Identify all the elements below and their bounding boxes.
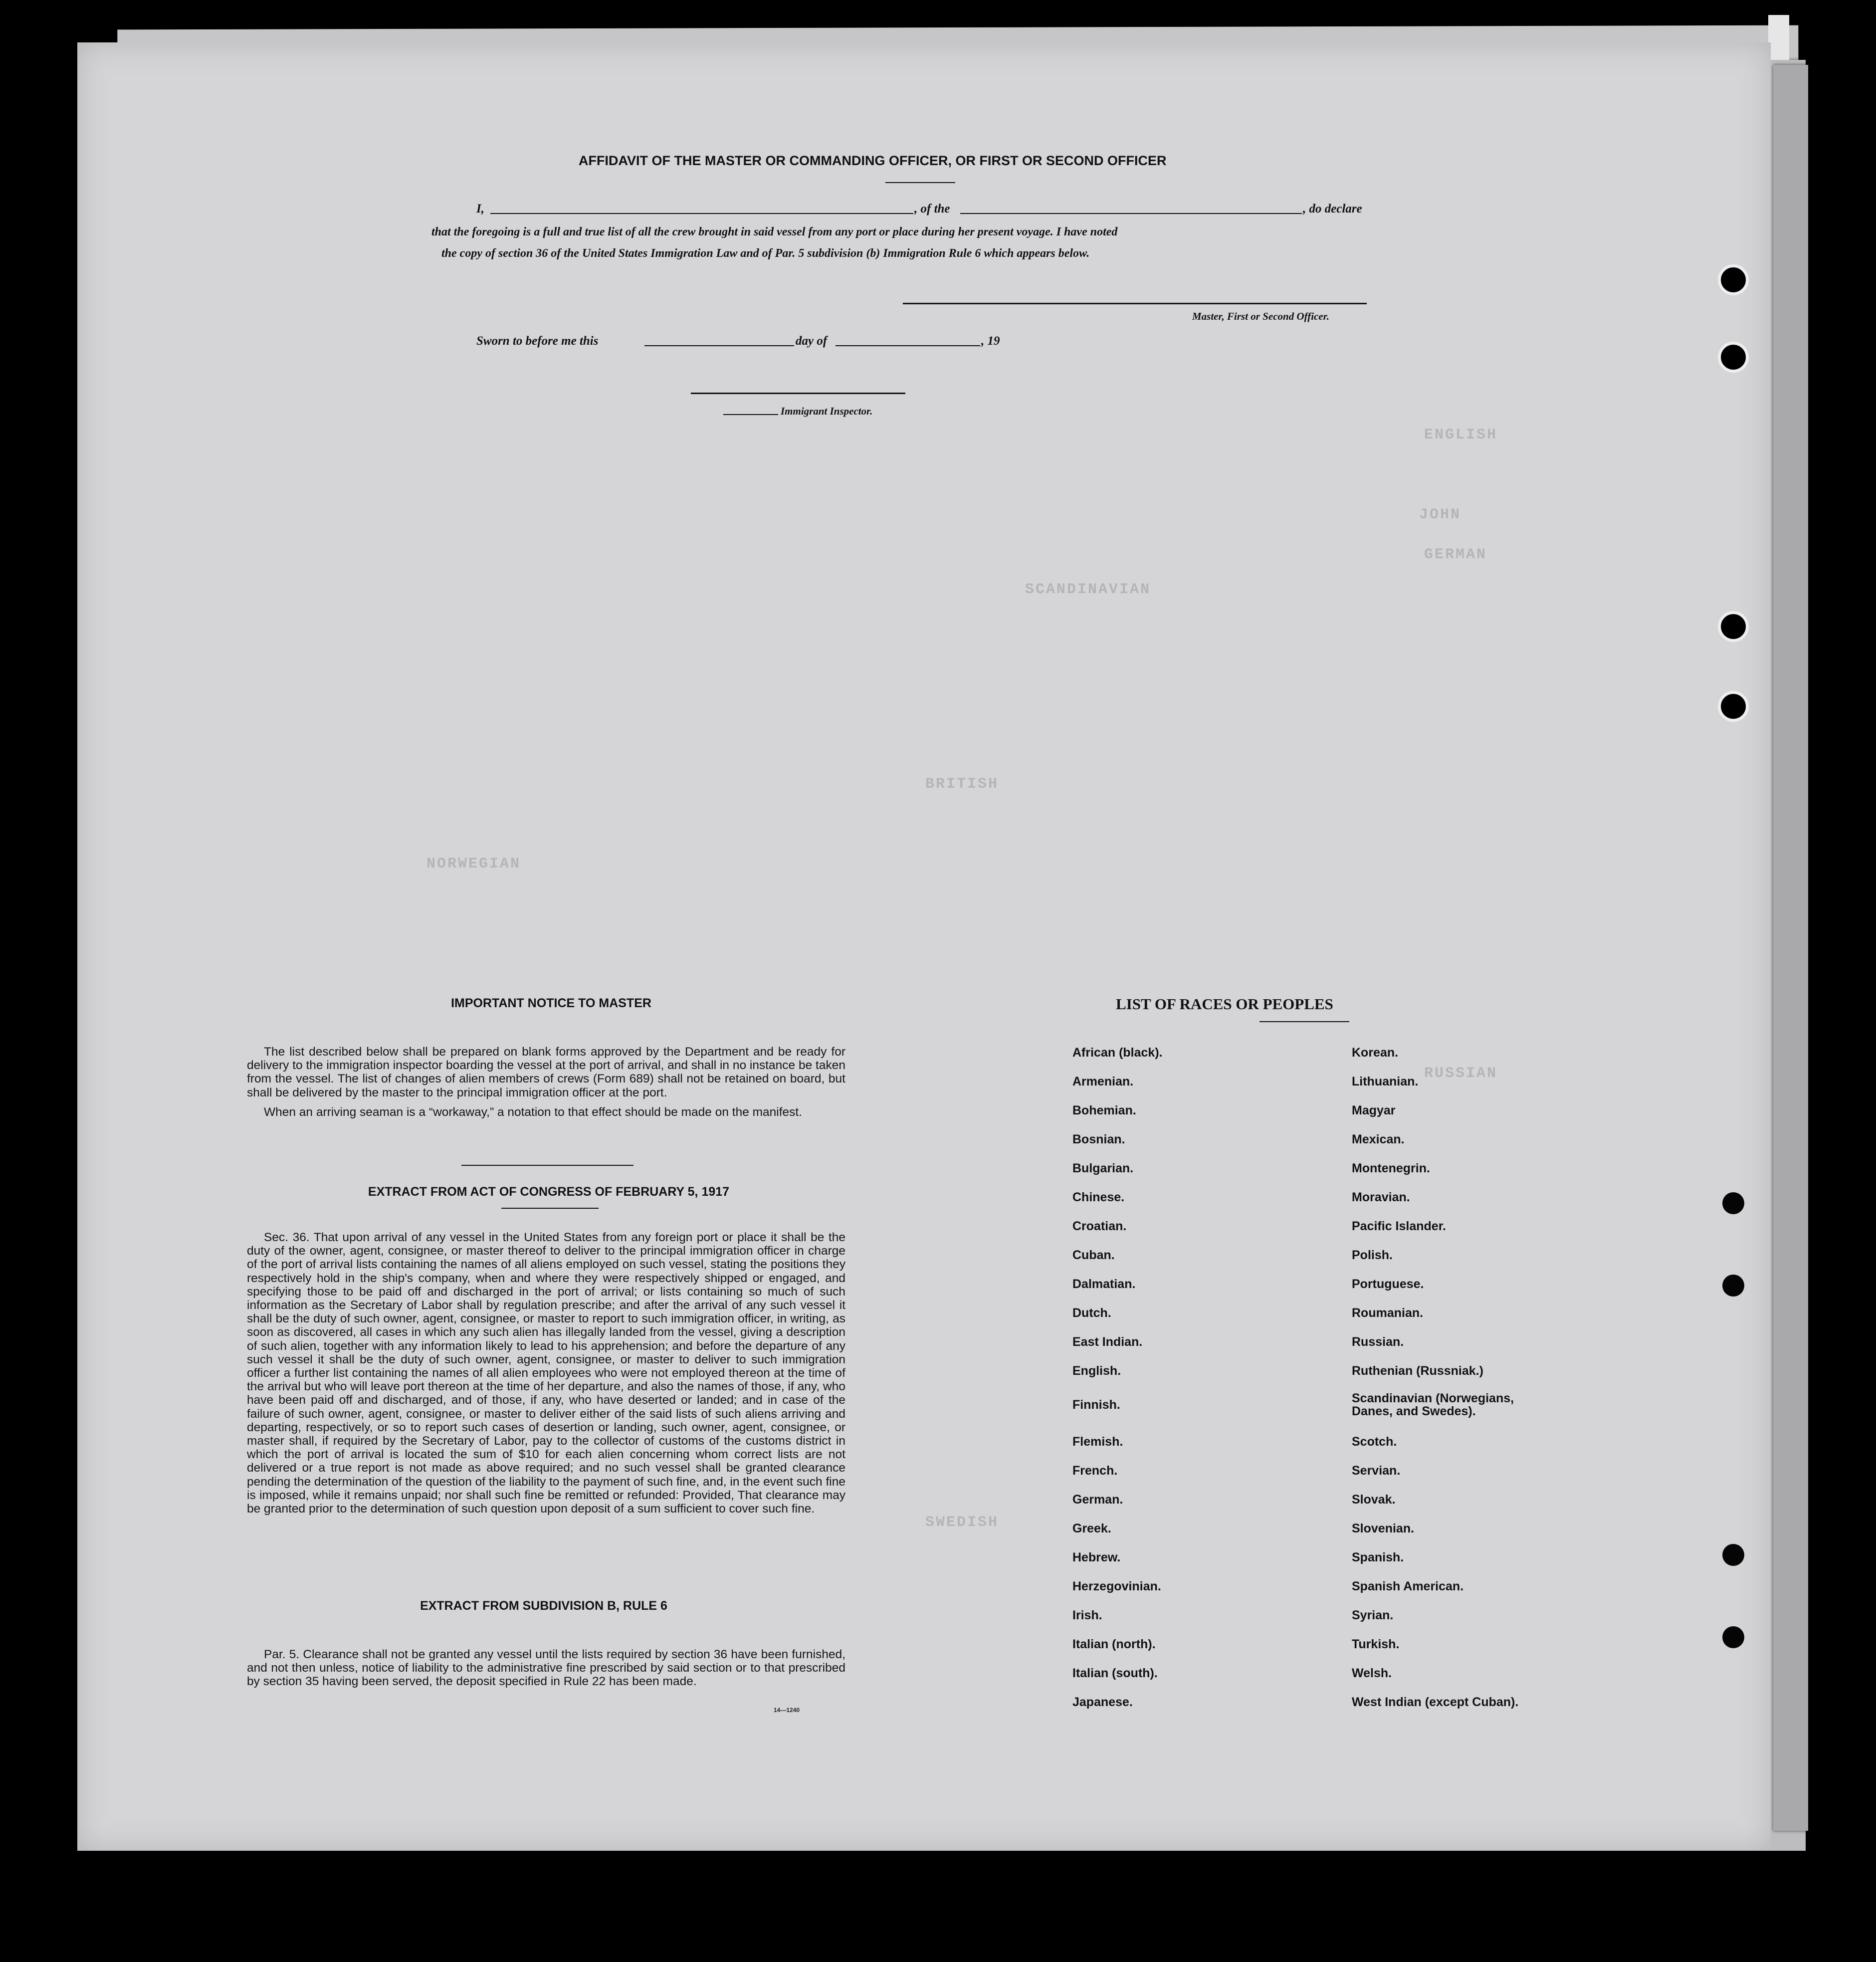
race-item: Pacific Islander. [1352, 1219, 1446, 1233]
race-item: East Indian. [1072, 1335, 1143, 1349]
divider [885, 182, 955, 183]
divider [723, 414, 778, 415]
race-item: Portuguese. [1352, 1277, 1424, 1291]
race-item: Russian. [1352, 1335, 1404, 1349]
race-item: Herzegovinian. [1072, 1579, 1161, 1593]
race-item: Roumanian. [1352, 1306, 1424, 1320]
punch-hole [1718, 691, 1749, 722]
race-item: Ruthenian (Russniak.) [1352, 1364, 1483, 1378]
notice-title: IMPORTANT NOTICE TO MASTER [451, 996, 651, 1010]
race-item: Hebrew. [1072, 1550, 1121, 1564]
race-item: English. [1072, 1364, 1121, 1378]
name-blank[interactable] [490, 213, 913, 214]
show-through-text: BRITISH [925, 776, 999, 793]
race-item: Slovak. [1352, 1493, 1396, 1507]
show-through-text: RUSSIAN [1424, 1065, 1498, 1082]
race-item: Bosnian. [1072, 1132, 1125, 1146]
show-through-text: NORWEGIAN [426, 856, 521, 872]
form-number: 14—1240 [774, 1707, 800, 1714]
race-item: Scotch. [1352, 1435, 1397, 1449]
race-item: Magyar [1352, 1103, 1396, 1117]
race-item: Dalmatian. [1072, 1277, 1136, 1291]
race-item: Polish. [1352, 1248, 1393, 1262]
show-through-text: SCANDINAVIAN [1025, 581, 1151, 598]
race-item: Dutch. [1072, 1306, 1111, 1320]
extract-rule-paragraph: Par. 5. Clearance shall not be granted any vessel until the lists required by section 36 have been furnished, and not then unless, notice of liability to the administrative fine prescribed by said section or to that prescribed by section 35 having been served, the deposit specified in Rule 22 has been made. [247, 1648, 845, 1689]
day-of-label: day of [796, 334, 828, 348]
race-item: Finnish. [1072, 1398, 1120, 1412]
vessel-blank[interactable] [960, 213, 1302, 214]
signature-line[interactable] [903, 303, 1367, 304]
inspector-signature-line[interactable] [691, 393, 905, 394]
race-item: Spanish. [1352, 1550, 1404, 1564]
punch-hole [1722, 1192, 1744, 1214]
race-item: Korean. [1352, 1046, 1399, 1060]
notice-paragraph: When an arriving seaman is a “workaway,” a notation to that effect should be made on the manifest. [264, 1105, 803, 1119]
show-through-text: JOHN [1419, 506, 1461, 523]
punch-hole [1718, 264, 1749, 295]
affidavit-of-the-label: , of the [914, 202, 950, 216]
manifest-page [77, 42, 1771, 1851]
race-item: Croatian. [1072, 1219, 1127, 1233]
affidavit-i-label: I, [476, 202, 484, 216]
inspector-caption: Immigrant Inspector. [781, 405, 873, 417]
affidavit-statement-line2: the copy of section 36 of the United States Immigration Law and of Par. 5 subdivision (b) Immigration Rule 6 which appears below. [441, 247, 1090, 260]
race-item: Bohemian. [1072, 1103, 1136, 1117]
race-item: Armenian. [1072, 1075, 1134, 1089]
punch-hole [1718, 611, 1749, 642]
show-through-text: GERMAN [1424, 546, 1487, 563]
race-item: African (black). [1072, 1046, 1163, 1060]
punch-hole [1722, 1275, 1744, 1297]
punch-hole [1722, 1544, 1744, 1566]
race-item: Syrian. [1352, 1608, 1394, 1622]
races-title: LIST OF RACES OR PEOPLES [1116, 995, 1333, 1013]
extract-act-title: EXTRACT FROM ACT OF CONGRESS OF FEBRUARY 5, 1917 [368, 1185, 730, 1199]
race-item: Flemish. [1072, 1435, 1123, 1449]
race-item: French. [1072, 1464, 1118, 1478]
extract-rule-title: EXTRACT FROM SUBDIVISION B, RULE 6 [420, 1599, 667, 1613]
race-item: Slovenian. [1352, 1522, 1415, 1535]
extract-act-paragraph: Sec. 36. That upon arrival of any vessel in the United States from any foreign port or place it shall be the duty of the owner, agent, consignee, or master thereof to deliver to the principal immigration officer in charge of the port of arrival lists containing the names of all aliens employed on such vessel, stating the positions they respectively hold in the ship's company, when and where they were respectively shipped or engaged, and specifying those to be paid off and discharged in the port of arrival; or lists containing so much of such information as the Secretary of Labor shall by regulation prescribe; and after the arrival of any such vessel it shall be the duty of such owner, agent, consignee, or master to report to such immigration officer, in writing, as soon as discovered, all cases in which any such alien has illegally landed from the vessel, giving a description of such alien, together with any information likely to lead to his apprehension; and before the departure of any such vessel it shall be the duty of such owner, agent, consignee, or master to deliver to such immigration officer a further list containing the names of all alien employees who were not employed thereon at the time of the arrival but who will leave port thereon at the time of her departure, and also the names of those, if any, who have been paid off and discharged, and of those, if any, who have deserted or landed; and in case of the failure of such owner, agent, consignee, or master to deliver either of the said lists of such aliens arriving and departing, respectively, or so to report such cases of desertion or landing, such owner, agent, consignee, or master shall, if required by the Secretary of Labor, pay to the collector of customs of the customs district in which the port of arrival is located the sum of $10 for each alien concerning whom correct lists are not delivered or a true report is not made as above required; and no such vessel shall be granted clearance pending the determination of the question of the liability to the payment of such fine, and, in the event such fine is imposed, while it remains unpaid; nor shall such fine be remitted or refunded: Provided, That clearance may be granted prior to the determination of such question upon deposit of a sum sufficient to cover such fine. [247, 1231, 845, 1516]
race-item: Moravian. [1352, 1190, 1410, 1204]
race-item: Montenegrin. [1352, 1161, 1430, 1175]
affidavit-title: AFFIDAVIT OF THE MASTER OR COMMANDING OFFICER, OR FIRST OR SECOND OFFICER [579, 153, 1167, 168]
sworn-month-blank[interactable] [835, 345, 980, 346]
sworn-label: Sworn to before me this [476, 334, 599, 348]
extract-act-text [247, 1231, 845, 1522]
signature-caption: Master, First or Second Officer. [1192, 310, 1329, 322]
notice-paragraph: The list described below shall be prepared on blank forms approved by the Department and be ready for delivery to the immigration inspector boarding the vessel at the port of arrival, and shall in no instance be taken from the vessel. The list of changes of alien members of crews (Form 689) shall not be retained on board, but shall be delivered by the master to the principal immigration officer at the port. [247, 1045, 845, 1099]
page-tab [1768, 15, 1789, 60]
race-item: Turkish. [1352, 1637, 1400, 1651]
race-item: Scandinavian (Norwegians, Danes, and Swedes). [1352, 1391, 1514, 1418]
divider [501, 1208, 599, 1209]
race-item: German. [1072, 1493, 1123, 1507]
race-item: Cuban. [1072, 1248, 1115, 1262]
race-item: Greek. [1072, 1522, 1111, 1535]
race-item: Servian. [1352, 1464, 1401, 1478]
race-item: Irish. [1072, 1608, 1102, 1622]
race-item: Japanese. [1072, 1695, 1133, 1709]
extract-rule-text [247, 1648, 845, 1695]
race-item: West Indian (except Cuban). [1352, 1695, 1519, 1709]
race-item: Italian (north). [1072, 1637, 1156, 1651]
race-item: Italian (south). [1072, 1666, 1158, 1680]
divider [461, 1165, 633, 1166]
show-through-text: ENGLISH [1424, 427, 1498, 443]
race-item: Spanish American. [1352, 1579, 1464, 1593]
race-item: Welsh. [1352, 1666, 1392, 1680]
divider [1259, 1021, 1349, 1022]
race-item: Lithuanian. [1352, 1075, 1419, 1089]
affidavit-declare-label: , do declare [1303, 202, 1362, 216]
show-through-text: SWEDISH [925, 1514, 999, 1531]
notice-text [247, 1045, 845, 1125]
race-item: Chinese. [1072, 1190, 1125, 1204]
year-label: , 19 [981, 334, 1000, 348]
punch-hole [1722, 1626, 1744, 1648]
sworn-day-blank[interactable] [644, 345, 794, 346]
page-edge [1773, 65, 1808, 1831]
race-item: Bulgarian. [1072, 1161, 1134, 1175]
race-item: Mexican. [1352, 1132, 1405, 1146]
affidavit-statement-line1: that the foregoing is a full and true list of all the crew brought in said vessel from any port or place during her present voyage. I have noted [431, 225, 1118, 238]
punch-hole [1718, 342, 1749, 373]
